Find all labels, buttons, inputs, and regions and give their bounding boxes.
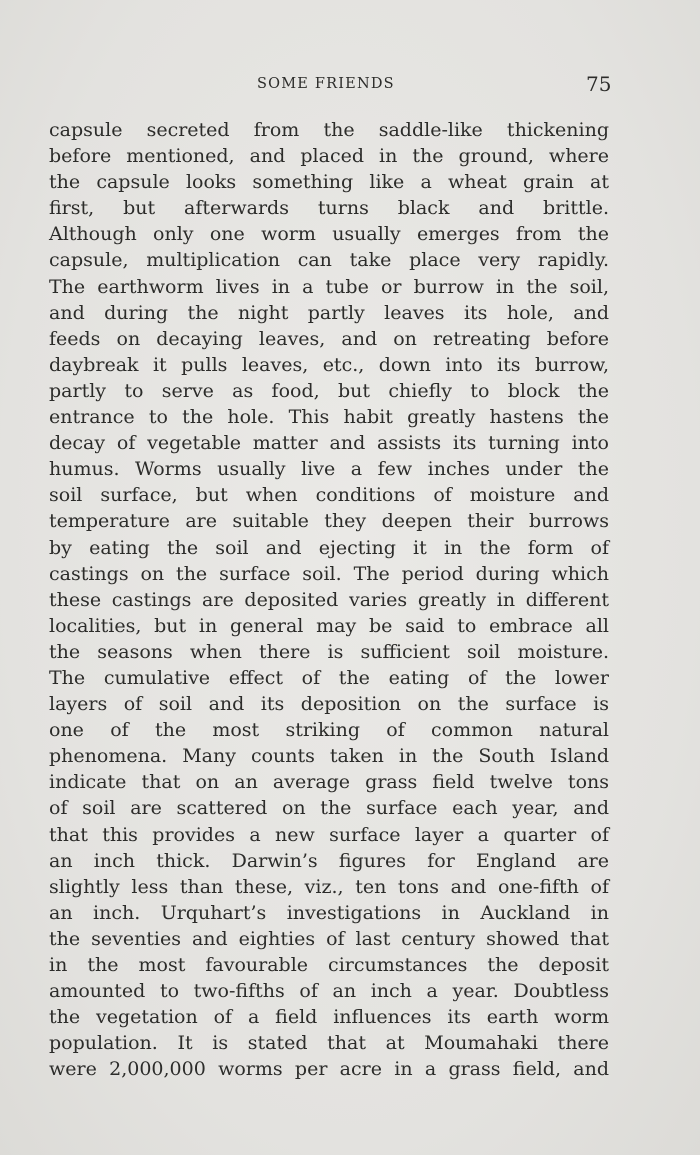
text-line: daybreak it pulls leaves, etc., down into its burrow,	[49, 353, 609, 376]
text-line: The cumulative effect of the eating of the lower	[49, 666, 609, 689]
text-line: that this provides a new surface layer a quarter of	[49, 823, 609, 846]
body-text	[49, 117, 609, 1082]
text-line: before mentioned, and placed in the ground, where	[49, 145, 609, 168]
text-line: The earthworm lives in a tube or burrow in the soil,	[49, 275, 609, 298]
text-line: castings on the surface soil. The period during which	[49, 562, 609, 585]
text-line: temperature are suitable they deepen their burrows	[49, 510, 609, 533]
text-line: localities, but in general may be said to embrace all	[49, 614, 609, 637]
text-line: an inch thick. Darwin’s figures for England are	[49, 849, 609, 872]
text-line: an inch. Urquhart’s investigations in Auckland in	[49, 901, 609, 924]
text-line: by eating the soil and ejecting it in the form of	[49, 536, 609, 559]
text-line: capsule secreted from the saddle-like thickening	[49, 119, 609, 141]
page-number: 75	[586, 72, 612, 96]
text-line: slightly less than these, viz., ten tons and one-fifth of	[49, 875, 609, 898]
text-line: the seasons when there is sufficient soil moisture.	[49, 640, 609, 663]
text-line: phenomena. Many counts taken in the South Island	[49, 745, 609, 768]
text-line: indicate that on an average grass field twelve tons	[49, 771, 609, 794]
text-line: one of the most striking of common natural	[49, 719, 609, 742]
text-line: entrance to the hole. This habit greatly hastens the	[49, 406, 609, 429]
text-line: partly to serve as food, but chiefly to block the	[49, 379, 609, 402]
text-line: first, but afterwards turns black and brittle.	[49, 197, 609, 220]
running-head	[0, 72, 700, 96]
text-line: these castings are deposited varies greatly in different	[49, 588, 609, 611]
text-line: the seventies and eighties of last century showed that	[49, 927, 609, 950]
text-line: the vegetation of a field influences its earth worm	[49, 1006, 609, 1029]
text-line: the capsule looks something like a wheat grain at	[49, 171, 609, 194]
text-line: in the most favourable circumstances the deposit	[49, 954, 609, 976]
text-line: decay of vegetable matter and assists its turning into	[49, 432, 609, 455]
text-line: population. It is stated that at Moumahaki there	[49, 1032, 609, 1055]
text-line: soil surface, but when conditions of moisture and	[49, 484, 609, 507]
text-line: humus. Worms usually live a few inches under the	[49, 458, 609, 481]
text-line: Although only one worm usually emerges from the	[49, 223, 609, 246]
text-line: and during the night partly leaves its hole, and	[49, 301, 609, 324]
text-line: capsule, multiplication can take place very rapidly.	[49, 249, 609, 272]
text-line: layers of soil and its deposition on the surface is	[49, 693, 609, 716]
text-line: amounted to two-fifths of an inch a year. Doubtless	[49, 980, 609, 1003]
running-title: SOME FRIENDS	[257, 76, 395, 92]
text-line: of soil are scattered on the surface each year, and	[49, 797, 609, 820]
text-line: feeds on decaying leaves, and on retreating before	[49, 327, 609, 350]
text-line: were 2,000,000 worms per acre in a grass field, and	[49, 1058, 609, 1081]
